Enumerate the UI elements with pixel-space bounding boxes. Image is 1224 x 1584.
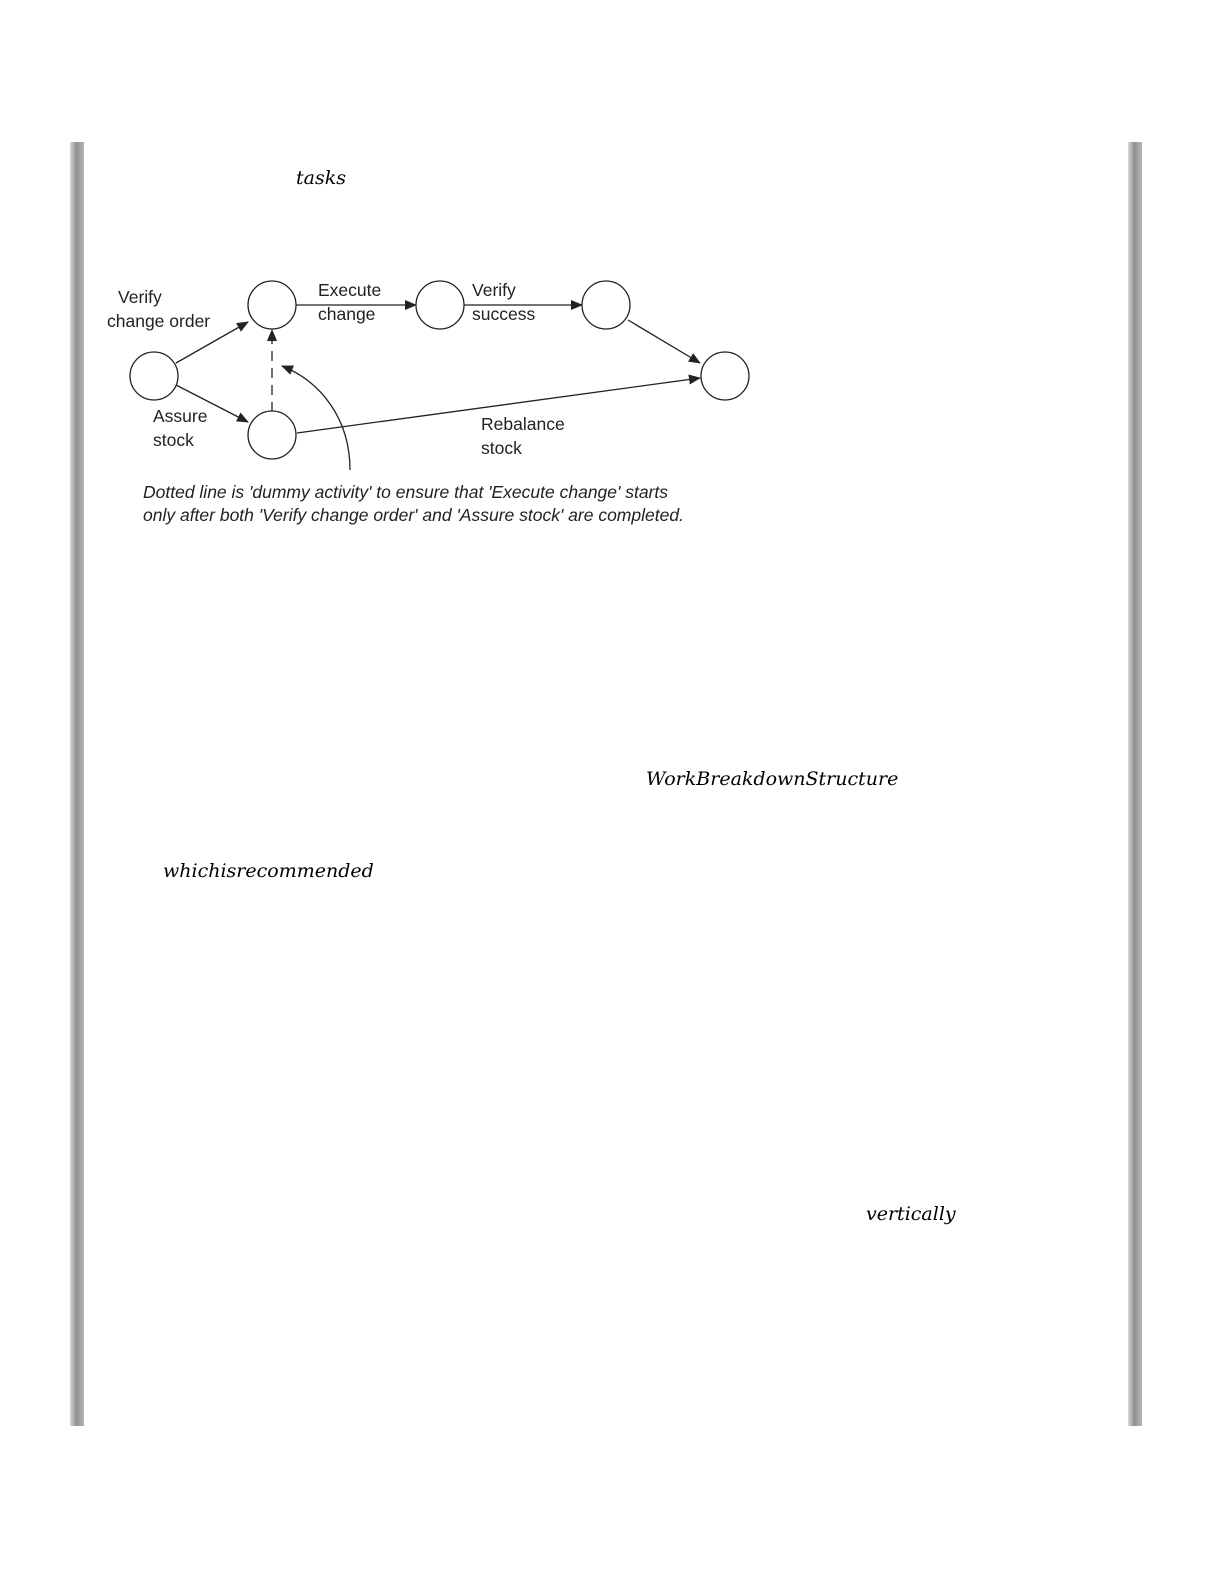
caption-line2: only after both 'Verify change order' and 'Assure stock' are completed. — [143, 505, 684, 525]
label-assure-stock-line1: Assure — [153, 406, 208, 426]
node-start — [130, 352, 178, 400]
node-4 — [416, 281, 464, 329]
word-work-breakdown-structure: WorkBreakdownStructure — [646, 768, 899, 790]
label-assure-stock-line2: stock — [153, 430, 194, 450]
right-margin-bar — [1128, 142, 1142, 1426]
word-vertically: vertically — [866, 1203, 956, 1225]
caption-line1: Dotted line is 'dummy activity' to ensure that 'Execute change' starts — [143, 482, 668, 502]
edge-to-final — [628, 320, 700, 363]
label-verify-success-line1: Verify — [472, 280, 516, 300]
label-rebalance-stock-line1: Rebalance — [481, 414, 565, 434]
node-end — [701, 352, 749, 400]
activity-network-diagram — [100, 270, 780, 540]
caption-pointer-arrow — [282, 366, 350, 470]
node-3 — [248, 411, 296, 459]
node-2 — [248, 281, 296, 329]
word-which-is-recommended: whichisrecommended — [163, 860, 374, 882]
label-rebalance-stock-line2: stock — [481, 438, 522, 458]
label-verify-change-order-line2: change order — [107, 311, 211, 331]
label-verify-change-order-line1: Verify — [118, 287, 162, 307]
left-margin-bar — [70, 142, 84, 1426]
label-verify-success-line2: success — [472, 304, 536, 324]
label-execute-change-line1: Execute — [318, 280, 382, 300]
word-tasks: tasks — [296, 167, 346, 189]
label-execute-change-line2: change — [318, 304, 376, 324]
node-5 — [582, 281, 630, 329]
